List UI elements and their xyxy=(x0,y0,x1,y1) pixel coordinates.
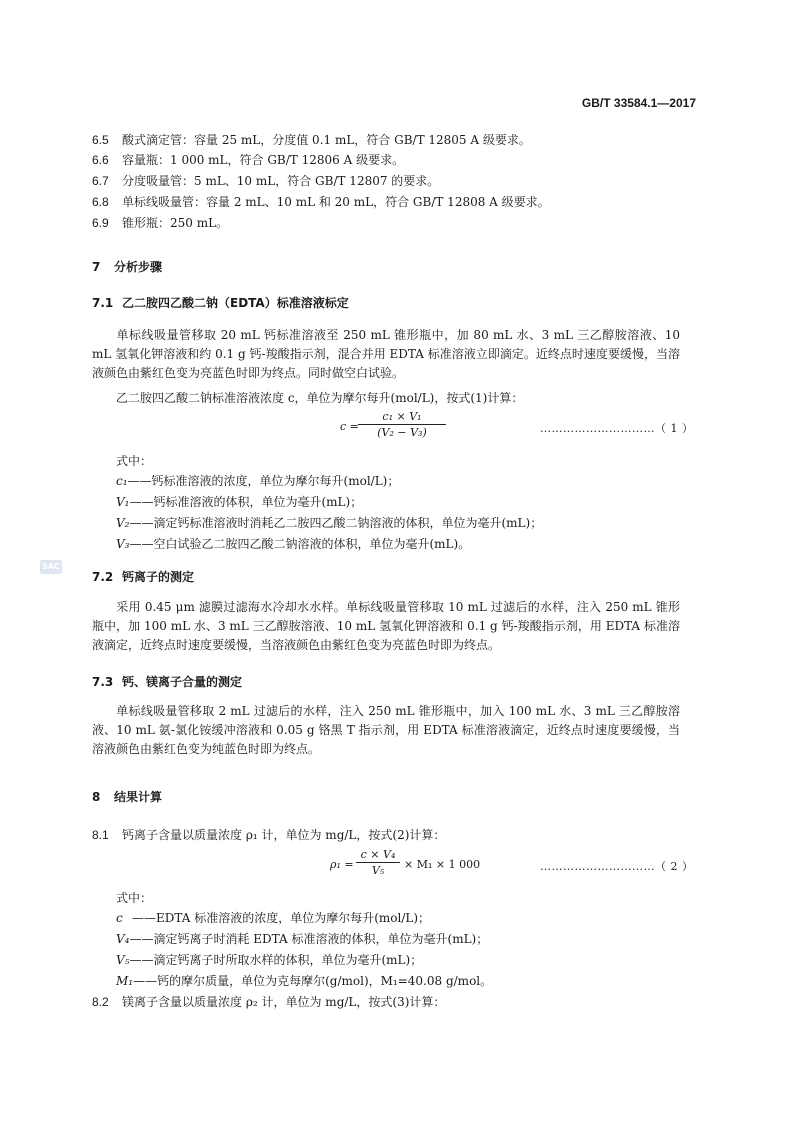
definition: ——滴定钙标准溶液时消耗乙二胺四乙酸二钠溶液的体积，单位为毫升(mL)； xyxy=(129,516,543,530)
section-7-3-heading xyxy=(92,673,242,690)
definition: ——滴定钙离子时所取水样的体积，单位为毫升(mL)； xyxy=(129,953,423,967)
section-number: 7.1 xyxy=(92,296,114,310)
section-7-3-paragraph xyxy=(92,702,680,760)
symbol: V₃ xyxy=(116,537,130,551)
section-title: 钙、镁离子合量的测定 xyxy=(122,675,243,689)
section-number: 8.2 xyxy=(92,995,109,1009)
section-text: 钙离子含量以质量浓度 ρ₁ 计，单位为 mg/L，按式(2)计算： xyxy=(122,828,446,842)
item-text: 酸式滴定管：容量 25 mL，分度值 0.1 mL，符合 GB/T 12805 A 级要求。 xyxy=(122,133,531,147)
section-title: 分析步骤 xyxy=(114,260,163,274)
formula-2-numerator: c × V₄ xyxy=(360,848,396,861)
item-number: 6.8 xyxy=(92,195,109,209)
formula-1-denominator: (V₂ − V₃) xyxy=(377,426,427,439)
symbol: M₁ xyxy=(116,974,134,988)
formula-2-def xyxy=(116,951,422,970)
formula-2-def xyxy=(116,909,430,928)
formula-1-where: 式中： xyxy=(116,454,153,468)
formula-2-lhs: ρ₁ = xyxy=(330,858,354,871)
paragraph-text: 单标线吸量管移取 2 mL 过滤后的水样，注入 250 mL 锥形瓶中，加入 100 mL 水、3 mL 三乙醇胺溶液、10 mL 氨-氯化铵缓冲溶液和 0.05 g 铬黑 T 指示剂，用 EDTA 标准溶液滴定，近终点时速度要缓慢，当溶液颜色由紫红色变为纯蓝色时即为终点。 xyxy=(92,704,680,757)
section-title: 乙二胺四乙酸二钠（EDTA）标准溶液标定 xyxy=(122,296,349,310)
sac-watermark: SAC xyxy=(40,560,62,574)
section-number: 7.3 xyxy=(92,675,114,689)
symbol: c xyxy=(116,911,123,925)
section-7-2-heading xyxy=(92,568,194,585)
symbol: V₄ xyxy=(116,932,130,946)
definition: ——钙标准溶液的浓度，单位为摩尔每升(mol/L)； xyxy=(127,474,400,488)
section-number: 7.2 xyxy=(92,570,114,584)
formula-1-lhs: c = xyxy=(340,420,359,433)
section-number: 7 xyxy=(92,260,101,274)
definition: ——钙标准溶液的体积，单位为毫升(mL)； xyxy=(129,495,363,509)
definition: ——钙的摩尔质量，单位为克每摩尔(g/mol)，M₁=40.08 g/mol。 xyxy=(133,974,493,988)
symbol: V₅ xyxy=(116,953,130,967)
fraction-bar xyxy=(356,862,400,863)
formula-1-def xyxy=(116,493,362,512)
paragraph-text: 单标线吸量管移取 20 mL 钙标准溶液至 250 mL 锥形瓶中，加 80 mL 水、3 mL 三乙醇胺溶液、10 mL 氢氧化钾溶液和约 0.1 g 钙-羧酸指示剂，混合并用 EDTA 标准溶液立即滴定。近终点时速度要缓慢，当溶液颜色由紫红色变为亮蓝色时即为终点。同时做空白试验。 xyxy=(92,328,680,381)
fraction-bar xyxy=(358,424,446,425)
formula-1-def xyxy=(116,472,399,491)
section-8-1 xyxy=(92,826,445,845)
standard-number-header: GB/T 33584.1—2017 xyxy=(581,96,696,110)
formula-2-where: 式中： xyxy=(116,891,153,905)
section-text: 镁离子含量以质量浓度 ρ₂ 计，单位为 mg/L，按式(3)计算： xyxy=(122,995,446,1009)
item-number: 6.7 xyxy=(92,174,109,188)
definition: ——空白试验乙二胺四乙酸二钠溶液的体积，单位为毫升(mL)。 xyxy=(129,537,471,551)
formula-1-numerator: c₁ × V₁ xyxy=(382,410,422,423)
formula-1-fraction xyxy=(358,410,446,439)
symbol: V₁ xyxy=(116,495,130,509)
formula-1-def xyxy=(116,514,542,533)
item-number: 6.6 xyxy=(92,153,109,167)
formula-2-denominator: V₅ xyxy=(371,864,385,877)
paragraph-text: 采用 0.45 μm 滤膜过滤海水冷却水水样。单标线吸量管移取 10 mL 过滤后的水样，注入 250 mL 锥形瓶中，加 100 mL 水、3 mL 三乙醇胺溶液、10 mL 氢氧化钾溶液和 0.1 g 钙-羧酸指示剂，用 EDTA 标准溶液滴定，近终点时速度要缓慢，当溶液颜色由紫红色变为亮蓝色时即为终点。 xyxy=(92,600,680,653)
section-title: 钙离子的测定 xyxy=(122,570,195,584)
formula-2-fraction xyxy=(356,848,400,877)
item-6-5 xyxy=(92,131,531,150)
section-8-2 xyxy=(92,993,445,1012)
item-6-9 xyxy=(92,214,228,233)
formula-2-def xyxy=(116,972,492,991)
formula-2-tag: …………………………（ 2 ） xyxy=(540,860,694,873)
section-title: 结果计算 xyxy=(114,790,163,804)
formula-1-def xyxy=(116,535,470,554)
item-6-6 xyxy=(92,151,404,170)
section-7-heading xyxy=(92,258,162,275)
formula-2-rhs: × M₁ × 1 000 xyxy=(404,858,481,871)
section-7-1-heading xyxy=(92,294,349,311)
item-text: 容量瓶：1 000 mL，符合 GB/T 12806 A 级要求。 xyxy=(122,153,405,167)
item-6-7 xyxy=(92,172,439,191)
item-number: 6.9 xyxy=(92,216,109,230)
item-6-8 xyxy=(92,193,550,212)
item-text: 分度吸量管：5 mL、10 mL，符合 GB/T 12807 的要求。 xyxy=(122,174,440,188)
section-8-heading xyxy=(92,788,162,805)
symbol: V₂ xyxy=(116,516,130,530)
item-number: 6.5 xyxy=(92,133,109,147)
definition: ——EDTA 标准溶液的浓度，单位为摩尔每升(mol/L)； xyxy=(132,911,431,925)
definition: ——滴定钙离子时消耗 EDTA 标准溶液的体积，单位为毫升(mL)； xyxy=(129,932,489,946)
formula-1-tag: …………………………（ 1 ） xyxy=(540,422,694,435)
symbol: c₁ xyxy=(116,474,128,488)
section-7-1-paragraph xyxy=(92,326,680,384)
section-number: 8.1 xyxy=(92,828,109,842)
item-text: 单标线吸量管：容量 2 mL、10 mL 和 20 mL，符合 GB/T 12808 A 级要求。 xyxy=(122,195,550,209)
section-7-2-paragraph xyxy=(92,598,680,656)
section-number: 8 xyxy=(92,790,101,804)
formula-1-intro: 乙二胺四乙酸二钠标准溶液浓度 c，单位为摩尔每升(mol/L)，按式(1)计算： xyxy=(116,391,524,405)
item-text: 锥形瓶：250 mL。 xyxy=(122,216,229,230)
formula-2-def xyxy=(116,930,488,949)
